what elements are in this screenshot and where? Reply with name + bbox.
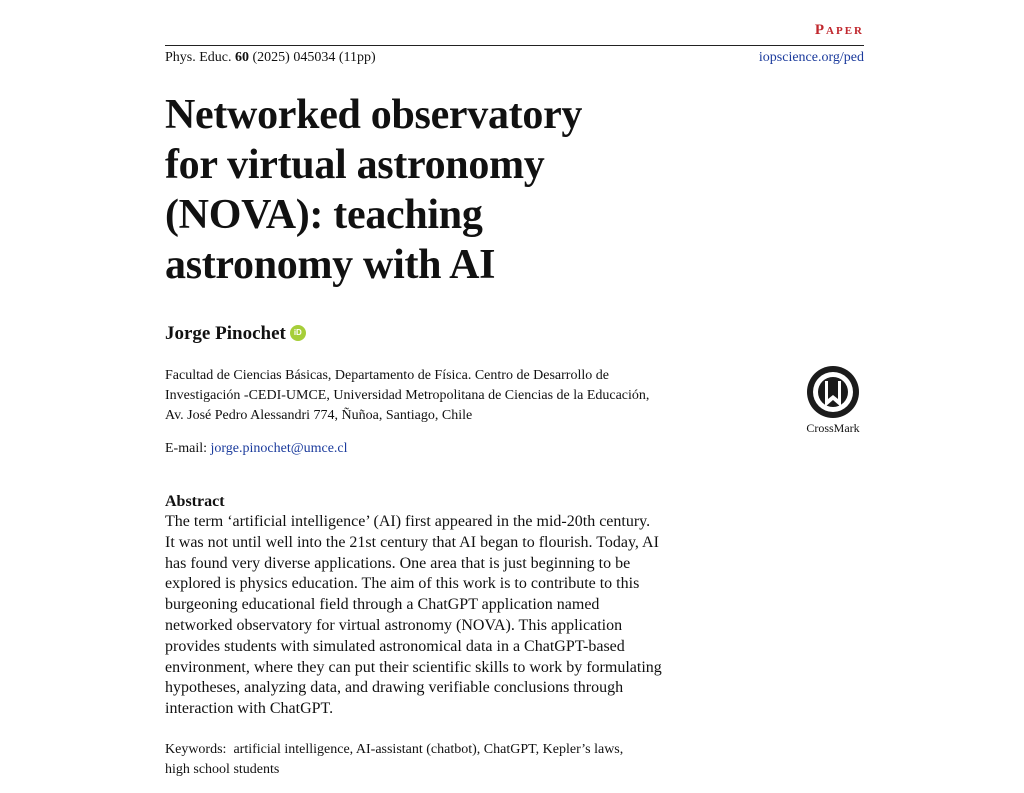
- title-line: Networked observatory: [165, 92, 583, 138]
- author-name: Jorge Pinochet: [165, 323, 286, 344]
- orcid-icon[interactable]: iD: [290, 325, 306, 341]
- abstract-line: environment, where they can put their scientific skills to work by formulating: [165, 658, 662, 676]
- author-line: [165, 323, 306, 345]
- keywords-line-2: high school students: [165, 762, 280, 777]
- abstract-body: [165, 512, 765, 720]
- citation: [165, 50, 376, 66]
- citation-details: (2025) 045034 (11pp): [252, 50, 376, 65]
- abstract-line: explored is physics education. The aim of this work is to contribute to this: [165, 575, 640, 593]
- email-label: E-mail:: [165, 441, 207, 456]
- abstract-line: provides students with simulated astronomical data in a ChatGPT-based: [165, 637, 625, 655]
- paper-title: [165, 90, 725, 290]
- journal-volume: 60: [235, 50, 249, 65]
- journal-url-link[interactable]: iopscience.org/ped: [758, 50, 864, 65]
- paper-type-label: Paper: [814, 22, 864, 38]
- abstract-line: interaction with ChatGPT.: [165, 700, 334, 718]
- abstract-line: has found very diverse applications. One area that is just beginning to be: [165, 554, 631, 572]
- abstract-line: hypotheses, analyzing data, and drawing verifiable conclusions through: [165, 679, 624, 697]
- keywords-label: Keywords:: [165, 742, 227, 757]
- crossmark-badge[interactable]: [800, 365, 866, 436]
- abstract-line: The term ‘artificial intelligence’ (AI) first appeared in the mid-20th century.: [165, 513, 651, 530]
- affiliation-line: Av. José Pedro Alessandri 774, Ñuñoa, Santiago, Chile: [165, 408, 473, 423]
- title-line: (NOVA): teaching: [165, 192, 483, 238]
- title-line: for virtual astronomy: [165, 142, 545, 188]
- abstract-line: burgeoning educational field through a ChatGPT application named: [165, 596, 600, 614]
- keywords-list: artificial intelligence, AI-assistant (chatbot), ChatGPT, Kepler’s laws,: [233, 742, 624, 757]
- crossmark-icon: [806, 365, 860, 419]
- keywords-line: [165, 740, 623, 760]
- email-link[interactable]: jorge.pinochet@umce.cl: [210, 441, 348, 456]
- affiliation-line: Facultad de Ciencias Básicas, Departamento de Física. Centro de Desarrollo de: [165, 368, 609, 383]
- crossmark-label: CrossMark: [806, 421, 860, 435]
- abstract-heading: Abstract: [165, 493, 225, 510]
- journal-citation-line: [165, 50, 864, 66]
- abstract-line: It was not until well into the 21st century that AI began to flourish. Today, AI: [165, 533, 659, 551]
- keywords-section: [165, 740, 623, 780]
- abstract-line: networked observatory for virtual astronomy (NOVA). This application: [165, 616, 623, 634]
- title-line: astronomy with AI: [165, 242, 496, 288]
- header-rule: [165, 45, 864, 46]
- affiliation-line: Investigación -CEDI-UMCE, Universidad Metropolitana de Ciencias de la Educación,: [165, 388, 650, 403]
- email-line: [165, 441, 348, 457]
- abstract-section: [165, 492, 765, 720]
- affiliation: [165, 366, 745, 426]
- journal-name: Phys. Educ.: [165, 50, 232, 65]
